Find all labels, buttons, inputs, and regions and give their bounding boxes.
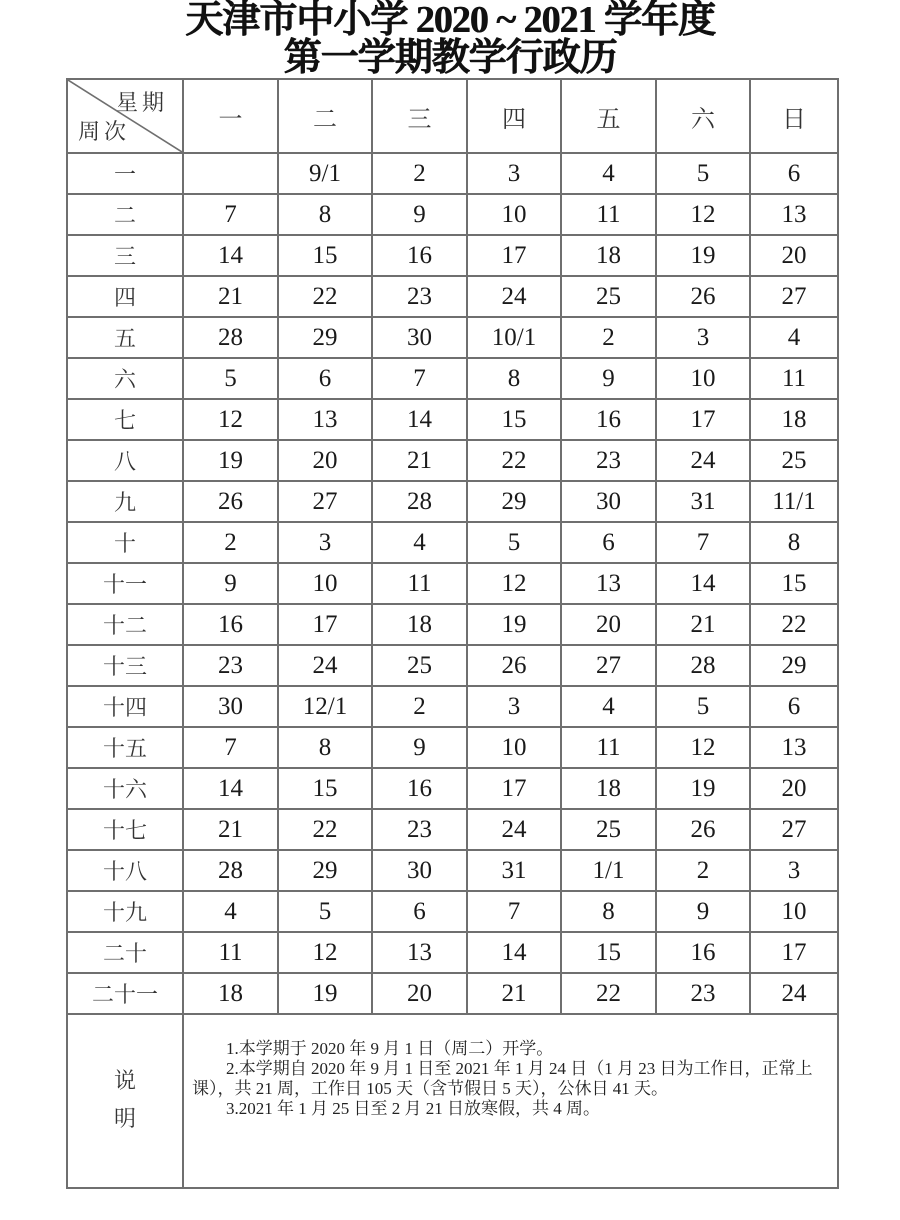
date-cell: 2	[561, 317, 656, 358]
date-cell: 17	[278, 604, 372, 645]
week-row	[67, 768, 838, 809]
document-title-line2: 第一学期教学行政历	[283, 37, 617, 79]
week-row	[67, 481, 838, 522]
date-cell: 4	[372, 522, 467, 563]
date-cell: 19	[183, 440, 278, 481]
date-cell: 20	[750, 235, 838, 276]
date-cell: 2	[656, 850, 750, 891]
week-number-cell: 四	[67, 276, 183, 317]
date-cell: 30	[183, 686, 278, 727]
week-row	[67, 604, 838, 645]
date-cell: 21	[467, 973, 561, 1014]
corner-header-cell	[67, 79, 183, 153]
week-number-cell: 二十一	[67, 973, 183, 1014]
date-cell: 3	[467, 686, 561, 727]
date-cell: 6	[750, 153, 838, 194]
weekday-header-row	[67, 79, 838, 153]
date-cell: 22	[278, 276, 372, 317]
date-cell: 23	[372, 809, 467, 850]
date-cell: 28	[656, 645, 750, 686]
date-cell: 27	[561, 645, 656, 686]
date-cell: 17	[656, 399, 750, 440]
date-cell: 15	[278, 235, 372, 276]
notes-label-cell	[67, 1014, 183, 1188]
date-cell: 28	[183, 850, 278, 891]
week-row	[67, 645, 838, 686]
date-cell: 28	[372, 481, 467, 522]
weekday-header-wed: 三	[372, 79, 467, 153]
date-cell: 4	[561, 686, 656, 727]
date-cell: 15	[467, 399, 561, 440]
weekday-header-thu: 四	[467, 79, 561, 153]
week-row	[67, 440, 838, 481]
date-cell: 2	[372, 686, 467, 727]
week-number-cell: 十五	[67, 727, 183, 768]
week-row	[67, 235, 838, 276]
date-cell: 8	[750, 522, 838, 563]
date-cell: 12	[656, 727, 750, 768]
date-cell: 20	[750, 768, 838, 809]
weekday-header-fri: 五	[561, 79, 656, 153]
date-cell: 20	[561, 604, 656, 645]
date-cell: 18	[183, 973, 278, 1014]
date-cell: 29	[467, 481, 561, 522]
notes-body-cell	[183, 1014, 838, 1188]
date-cell: 16	[372, 768, 467, 809]
date-cell: 7	[183, 727, 278, 768]
week-number-cell: 十七	[67, 809, 183, 850]
date-cell: 10	[278, 563, 372, 604]
week-row	[67, 317, 838, 358]
date-cell: 12	[656, 194, 750, 235]
date-cell: 13	[750, 194, 838, 235]
week-row	[67, 727, 838, 768]
date-cell: 16	[372, 235, 467, 276]
date-cell: 22	[278, 809, 372, 850]
week-number-cell: 十四	[67, 686, 183, 727]
date-cell: 11	[183, 932, 278, 973]
date-cell: 21	[656, 604, 750, 645]
date-cell: 29	[278, 850, 372, 891]
date-cell: 9	[372, 194, 467, 235]
weekday-header-tue: 二	[278, 79, 372, 153]
date-cell: 17	[467, 235, 561, 276]
week-number-cell: 七	[67, 399, 183, 440]
note-item-2: 2.本学期自 2020 年 9 月 1 日至 2021 年 1 月 24 日（1 月 23 日为工作日，正常上课），共 21 周，工作日 105 天（含节假日 5 天），公休日 41 天。	[192, 1059, 813, 1098]
date-cell: 5	[467, 522, 561, 563]
week-row	[67, 686, 838, 727]
date-cell: 13	[561, 563, 656, 604]
date-cell: 26	[656, 276, 750, 317]
calendar-body	[67, 153, 838, 1014]
date-cell: 27	[278, 481, 372, 522]
date-cell: 23	[561, 440, 656, 481]
weekday-axis-label: 星期	[115, 91, 168, 116]
date-cell: 6	[372, 891, 467, 932]
date-cell: 22	[750, 604, 838, 645]
date-cell: 28	[183, 317, 278, 358]
date-cell: 19	[656, 235, 750, 276]
week-row	[67, 399, 838, 440]
week-row	[67, 276, 838, 317]
date-cell: 17	[750, 932, 838, 973]
week-number-cell: 二	[67, 194, 183, 235]
date-cell: 5	[656, 686, 750, 727]
date-cell: 21	[372, 440, 467, 481]
date-cell: 14	[183, 235, 278, 276]
week-number-cell: 九	[67, 481, 183, 522]
date-cell: 6	[278, 358, 372, 399]
date-cell: 15	[750, 563, 838, 604]
date-cell: 22	[467, 440, 561, 481]
date-cell: 23	[183, 645, 278, 686]
date-cell: 10/1	[467, 317, 561, 358]
date-cell: 9	[656, 891, 750, 932]
date-cell: 2	[372, 153, 467, 194]
date-cell: 7	[467, 891, 561, 932]
date-cell: 3	[656, 317, 750, 358]
date-cell: 5	[656, 153, 750, 194]
date-cell: 10	[750, 891, 838, 932]
date-cell: 12/1	[278, 686, 372, 727]
date-cell: 15	[561, 932, 656, 973]
week-number-cell: 一	[67, 153, 183, 194]
week-row	[67, 153, 838, 194]
date-cell: 5	[183, 358, 278, 399]
date-cell: 29	[750, 645, 838, 686]
date-cell: 12	[467, 563, 561, 604]
date-cell: 3	[278, 522, 372, 563]
date-cell: 31	[656, 481, 750, 522]
date-cell: 4	[561, 153, 656, 194]
week-number-cell: 十八	[67, 850, 183, 891]
date-cell: 13	[372, 932, 467, 973]
date-cell: 23	[372, 276, 467, 317]
date-cell: 26	[656, 809, 750, 850]
date-cell: 5	[278, 891, 372, 932]
date-cell: 7	[183, 194, 278, 235]
date-cell: 21	[183, 809, 278, 850]
date-cell: 14	[656, 563, 750, 604]
week-number-cell: 十六	[67, 768, 183, 809]
date-cell: 14	[183, 768, 278, 809]
date-cell: 11	[372, 563, 467, 604]
date-cell: 11	[561, 727, 656, 768]
week-number-cell: 十二	[67, 604, 183, 645]
notes-label-char1: 说	[113, 1069, 136, 1094]
date-cell: 13	[278, 399, 372, 440]
notes-row	[67, 1014, 838, 1188]
date-cell: 10	[467, 727, 561, 768]
date-cell: 26	[467, 645, 561, 686]
week-number-cell: 十一	[67, 563, 183, 604]
date-cell: 6	[561, 522, 656, 563]
school-calendar-table	[66, 78, 839, 1189]
date-cell: 30	[372, 850, 467, 891]
week-number-cell: 十	[67, 522, 183, 563]
date-cell: 7	[656, 522, 750, 563]
date-cell: 4	[750, 317, 838, 358]
week-row	[67, 194, 838, 235]
date-cell: 10	[467, 194, 561, 235]
date-cell: 23	[656, 973, 750, 1014]
date-cell: 14	[372, 399, 467, 440]
week-number-cell: 八	[67, 440, 183, 481]
date-cell: 3	[750, 850, 838, 891]
date-cell: 25	[372, 645, 467, 686]
date-cell: 13	[750, 727, 838, 768]
date-cell: 8	[278, 727, 372, 768]
date-cell: 9	[561, 358, 656, 399]
week-number-cell: 十三	[67, 645, 183, 686]
date-cell: 19	[278, 973, 372, 1014]
date-cell: 10	[656, 358, 750, 399]
date-cell: 2	[183, 522, 278, 563]
date-cell: 21	[183, 276, 278, 317]
week-number-cell: 三	[67, 235, 183, 276]
date-cell: 16	[183, 604, 278, 645]
week-row	[67, 891, 838, 932]
date-cell: 8	[467, 358, 561, 399]
date-cell: 27	[750, 809, 838, 850]
date-cell: 31	[467, 850, 561, 891]
date-cell: 7	[372, 358, 467, 399]
week-row	[67, 932, 838, 973]
week-number-cell: 五	[67, 317, 183, 358]
date-cell: 11/1	[750, 481, 838, 522]
date-cell: 1/1	[561, 850, 656, 891]
weekday-header-sun: 日	[750, 79, 838, 153]
date-cell: 6	[750, 686, 838, 727]
date-cell: 19	[656, 768, 750, 809]
date-cell: 26	[183, 481, 278, 522]
date-cell: 20	[372, 973, 467, 1014]
date-cell: 30	[561, 481, 656, 522]
date-cell: 11	[561, 194, 656, 235]
date-cell	[183, 153, 278, 194]
date-cell: 24	[467, 276, 561, 317]
note-item-1: 1.本学期于 2020 年 9 月 1 日（周二）开学。	[226, 1039, 554, 1058]
date-cell: 8	[278, 194, 372, 235]
date-cell: 16	[561, 399, 656, 440]
date-cell: 18	[561, 768, 656, 809]
date-cell: 12	[278, 932, 372, 973]
date-cell: 17	[467, 768, 561, 809]
date-cell: 18	[561, 235, 656, 276]
week-row	[67, 563, 838, 604]
date-cell: 15	[278, 768, 372, 809]
date-cell: 18	[750, 399, 838, 440]
date-cell: 9/1	[278, 153, 372, 194]
date-cell: 24	[467, 809, 561, 850]
week-number-cell: 二十	[67, 932, 183, 973]
date-cell: 25	[561, 809, 656, 850]
week-row	[67, 850, 838, 891]
week-row	[67, 809, 838, 850]
date-cell: 12	[183, 399, 278, 440]
date-cell: 24	[278, 645, 372, 686]
date-cell: 19	[467, 604, 561, 645]
date-cell: 3	[467, 153, 561, 194]
date-cell: 8	[561, 891, 656, 932]
date-cell: 11	[750, 358, 838, 399]
date-cell: 22	[561, 973, 656, 1014]
date-cell: 30	[372, 317, 467, 358]
date-cell: 9	[183, 563, 278, 604]
week-row	[67, 973, 838, 1014]
week-row	[67, 358, 838, 399]
note-item-3: 3.2021 年 1 月 25 日至 2 月 21 日放寒假，共 4 周。	[226, 1099, 600, 1118]
weekday-header-sat: 六	[656, 79, 750, 153]
date-cell: 27	[750, 276, 838, 317]
notes-label-char2: 明	[113, 1107, 136, 1132]
week-row	[67, 522, 838, 563]
date-cell: 20	[278, 440, 372, 481]
date-cell: 16	[656, 932, 750, 973]
date-cell: 24	[656, 440, 750, 481]
date-cell: 14	[467, 932, 561, 973]
date-cell: 25	[750, 440, 838, 481]
date-cell: 24	[750, 973, 838, 1014]
weekday-header-mon: 一	[183, 79, 278, 153]
week-axis-label: 周次	[78, 120, 131, 145]
date-cell: 9	[372, 727, 467, 768]
date-cell: 25	[561, 276, 656, 317]
week-number-cell: 六	[67, 358, 183, 399]
date-cell: 4	[183, 891, 278, 932]
date-cell: 29	[278, 317, 372, 358]
document-title-line1: 天津市中小学 2020 ~ 2021 学年度	[185, 0, 715, 41]
week-number-cell: 十九	[67, 891, 183, 932]
date-cell: 18	[372, 604, 467, 645]
